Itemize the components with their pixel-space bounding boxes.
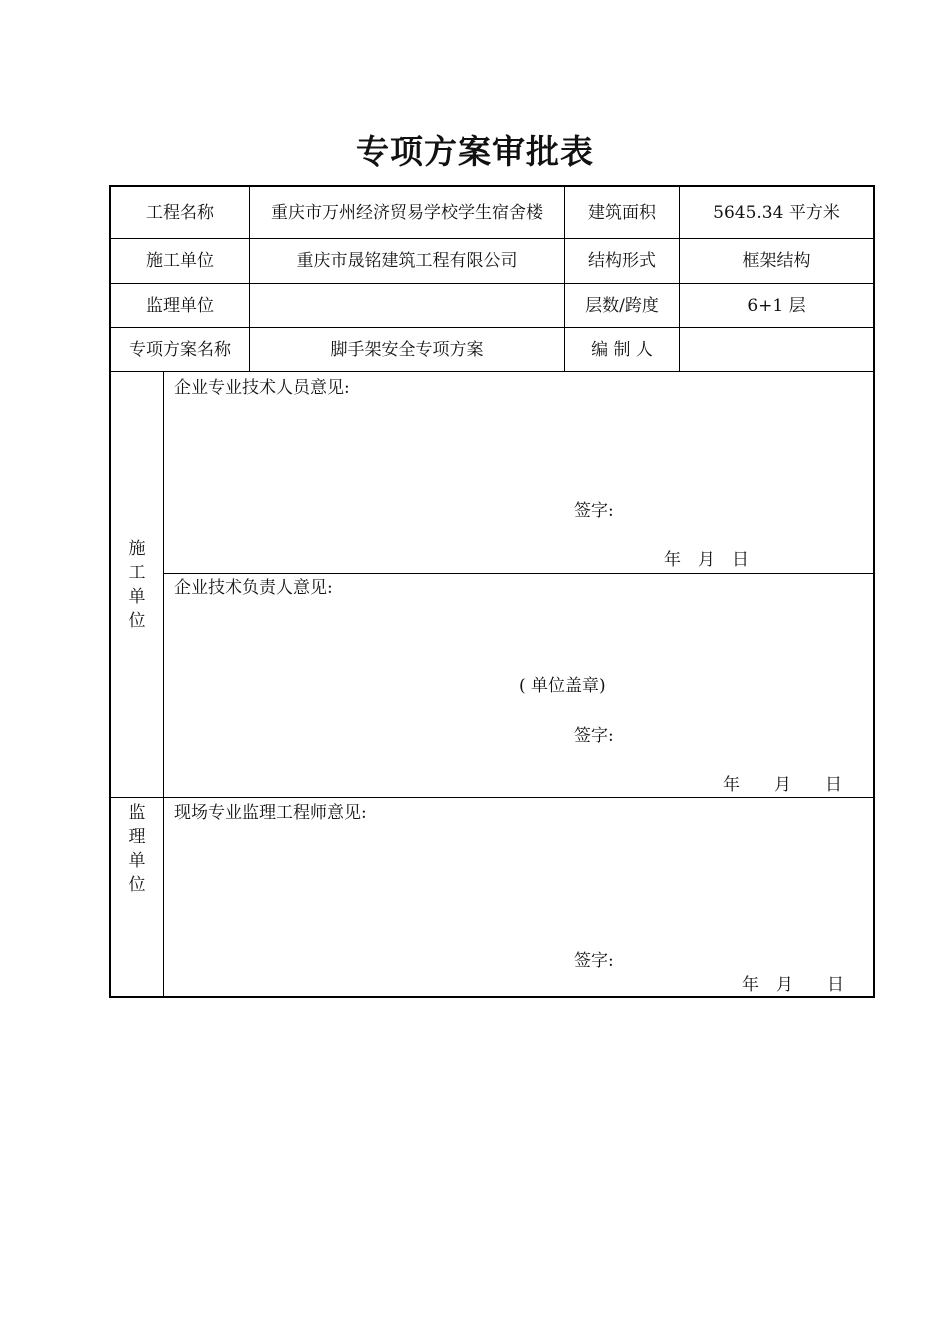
- tech-opinion-sign[interactable]: 签字:: [574, 501, 614, 521]
- project-name-value: 重庆市万州经济贸易学校学生宿舍楼: [271, 202, 543, 223]
- engineer-opinion-date: 年 月 日: [742, 975, 844, 995]
- row-divider: [111, 797, 873, 798]
- engineer-opinion-sign[interactable]: 签字:: [574, 951, 614, 971]
- floors-span-value: 6+1 层: [747, 295, 806, 316]
- author-label: 编 制 人: [591, 339, 653, 360]
- project-name-label: 工程名称: [146, 202, 214, 223]
- row-divider: [111, 371, 873, 372]
- supervisor-label: 监理单位: [146, 295, 214, 316]
- supervision-unit-side-label: 监 理 单 位: [128, 803, 146, 895]
- head-opinion-heading: 企业技术负责人意见:: [174, 578, 333, 598]
- tech-opinion-heading: 企业专业技术人员意见:: [174, 378, 350, 398]
- page-title: 专项方案审批表: [356, 132, 594, 171]
- building-area-label: 建筑面积: [588, 202, 656, 223]
- plan-name-label: 专项方案名称: [129, 339, 231, 360]
- head-opinion-date: 年 月 日: [723, 775, 842, 795]
- approval-form: [109, 185, 875, 998]
- structure-type-value: 框架结构: [742, 251, 811, 271]
- engineer-opinion-heading: 现场专业监理工程师意见:: [174, 803, 367, 823]
- contractor-value: 重庆市晟铭建筑工程有限公司: [296, 251, 518, 271]
- building-area-value: 5645.34 平方米: [713, 202, 840, 223]
- construction-unit-side-label: 施 工 单 位: [128, 539, 146, 631]
- col-divider: [163, 371, 164, 996]
- structure-type-label: 结构形式: [588, 251, 656, 271]
- contractor-label: 施工单位: [146, 251, 214, 271]
- row-divider: [163, 573, 873, 574]
- plan-name-value: 脚手架安全专项方案: [330, 339, 484, 360]
- supervisor-value[interactable]: [250, 284, 564, 327]
- floors-span-label: 层数/跨度: [585, 295, 659, 316]
- head-opinion-sign[interactable]: 签字:: [574, 726, 614, 746]
- tech-opinion-date: 年 月 日: [664, 550, 749, 570]
- head-opinion-seal: ( 单位盖章): [519, 676, 606, 696]
- author-value[interactable]: [680, 328, 873, 371]
